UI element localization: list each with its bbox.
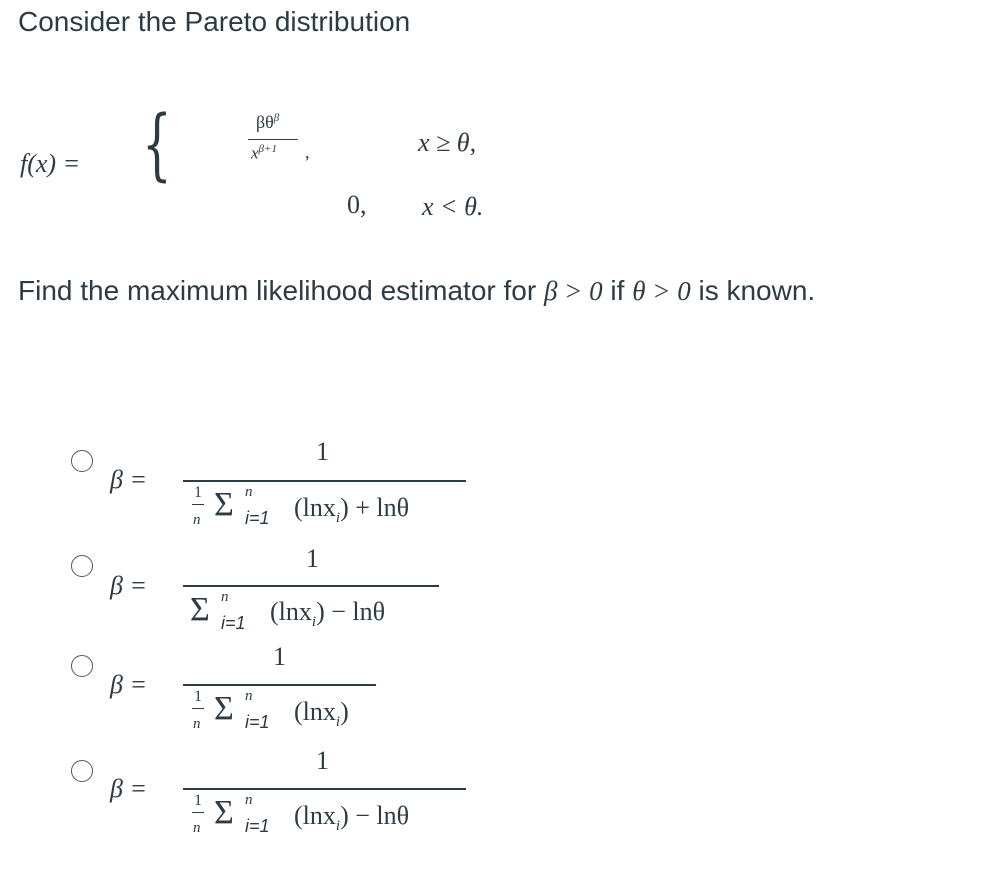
question-heading: Consider the Pareto distribution [18,6,411,37]
pdf-case1-fraction-bar [248,139,298,140]
option-3-sum-upper: n [245,688,253,704]
option-1-inv-n-num: 1 [194,484,202,501]
option-1-sum-lower: i=1 [245,508,270,528]
option-3-lhs: β = [110,670,147,699]
pdf-case1-condition: x ≥ θ, [418,128,477,157]
pdf-case1-numerator: $\beta\theta^\beta$ [256,112,280,132]
pdf-case2-condition: x < θ. [422,192,484,221]
option-3-radio[interactable] [71,655,93,677]
option-4-sum-upper: n [245,792,253,808]
option-1-sum-symbol: Σ [214,486,234,523]
option-3-numerator: 1 [273,642,286,671]
option-4-fraction-bar [183,788,466,790]
option-2-lhs: β = [110,571,147,600]
option-3-fraction-bar [183,684,376,686]
option-1-lhs: β = [110,465,147,494]
option-3-sum-symbol: Σ [214,690,234,727]
option-1-sum-upper: n [245,484,253,500]
option-2-fraction-bar [183,585,439,587]
option-1-numerator: 1 [316,437,329,466]
option-3-denominator-terms: (lnx$_i$) [294,697,349,731]
option-3-inv-n-den: n [193,716,201,732]
pdf-lhs: f(x) = [20,149,81,178]
pdf-case1-comma: , [305,142,310,162]
option-4-radio[interactable] [71,760,93,782]
option-4-inv-n-bar [192,812,204,813]
pdf-case2-value: 0, [347,190,367,219]
pdf-brace: { [142,100,172,190]
option-2-sum-lower: i=1 [221,613,246,633]
option-4-denominator-terms: (lnx$_i$) − lnθ [294,801,410,835]
option-3-inv-n-num: 1 [194,688,202,705]
option-1-denominator-terms: (lnx$_i$) + lnθ [294,493,410,527]
option-2-denominator-terms: (lnx$_i$) − lnθ [270,597,386,631]
option-4-numerator: 1 [316,746,329,775]
option-4-inv-n-num: 1 [194,792,202,809]
option-4-sum-lower: i=1 [245,816,270,836]
option-3-inv-n-bar [192,708,204,709]
option-2-numerator: 1 [306,544,319,573]
option-2-sum-symbol: Σ [190,591,210,628]
option-3-sum-lower: i=1 [245,712,270,732]
option-1-radio[interactable] [71,450,93,472]
question-prompt: Find the maximum likelihood estimator for β > 0 if θ > 0 is known. [18,275,816,306]
pdf-case1-denominator: $x^{\beta+1}$ [251,143,277,163]
option-4-inv-n-den: n [193,820,201,836]
option-1-inv-n-bar [192,504,204,505]
option-1-inv-n-den: n [193,512,201,528]
option-2-radio[interactable] [71,555,93,577]
option-4-sum-symbol: Σ [214,794,234,831]
option-1-fraction-bar [183,480,466,482]
option-2-sum-upper: n [221,589,229,605]
option-4-lhs: β = [110,774,147,803]
